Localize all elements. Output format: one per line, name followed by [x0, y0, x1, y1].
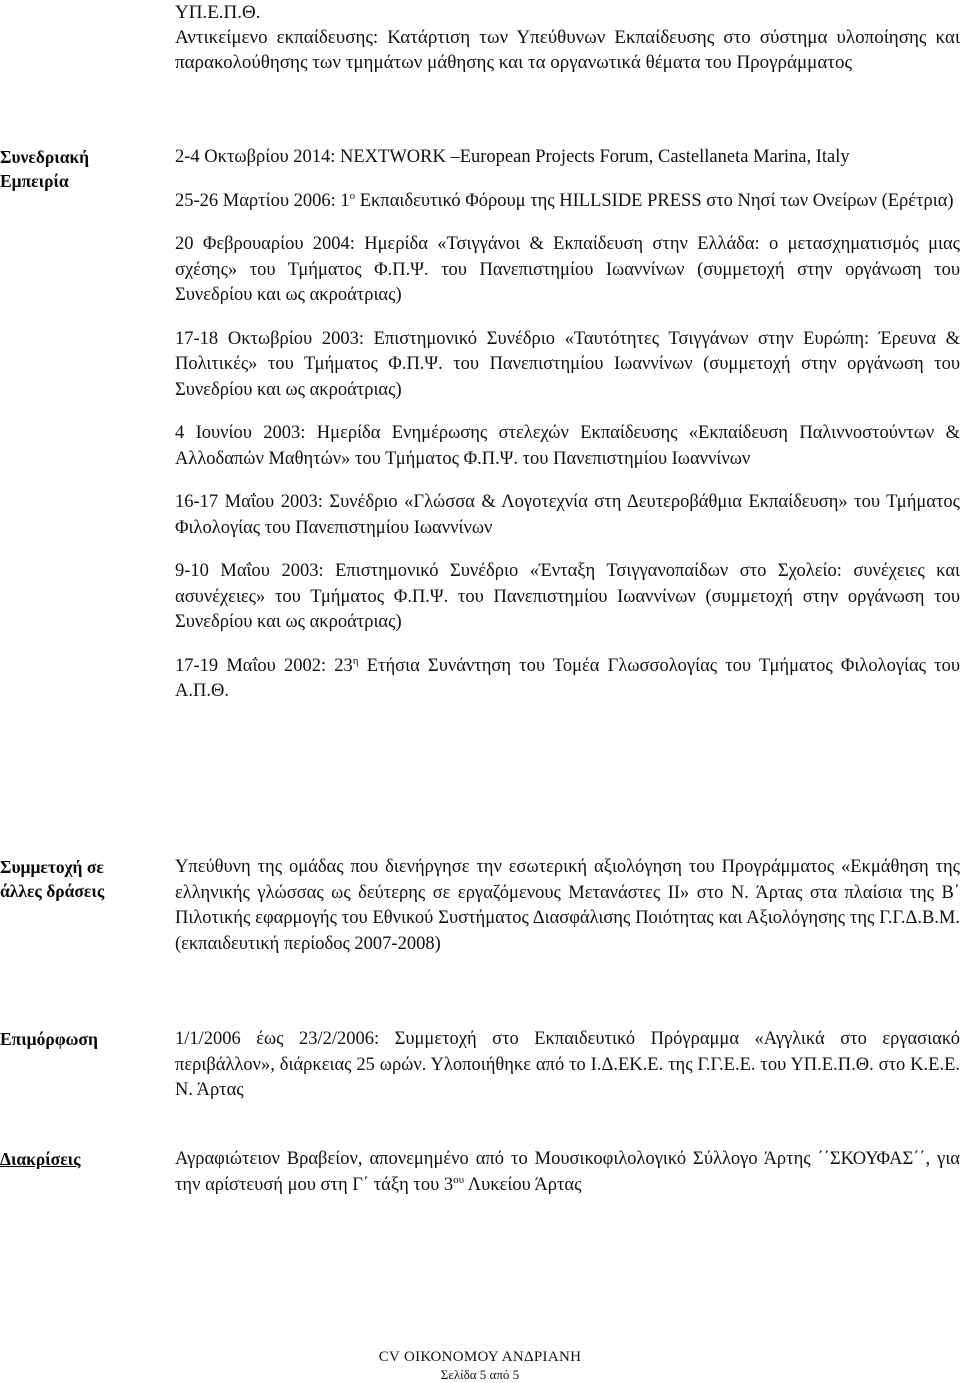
intro-block	[175, 0, 960, 75]
conference-entries	[175, 145, 960, 705]
conference-entry: 4 Ιουνίου 2003: Ημερίδα Ενημέρωσης στελεχών Εκπαίδευσης «Εκπαίδευση Παλιννοστούντων & Αλλοδαπών Μαθητών» του Τμήματος Φ.Π.Ψ. του Πανεπιστημίου Ιωαννίνων	[175, 423, 960, 469]
training-text: 1/1/2006 έως 23/2/2006: Συμμετοχή στο Εκπαιδευτικό Πρόγραμμα «Αγγλικά στο εργασιακό περιβάλλον», διάρκειας 25 ωρών. Υλοποιήθηκε από το Ι.Δ.ΕΚ.Ε. της Γ.Γ.Ε.Ε. του ΥΠ.Ε.Π.Θ. στο Κ.Ε.Ε. Ν. Άρτας	[175, 1029, 960, 1100]
footer-title: CV ΟΙΚΟΝΟΜΟΥ ΑΝΔΡΙΑΝΗ	[378, 1349, 582, 1365]
intro-subject: Αντικείμενο εκπαίδευσης: Κατάρτιση των Υπεύθυνων Εκπαίδευσης στο σύστημα υλοποίησης και παρακολούθησης των τμημάτων μάθησης και τα οργανωτικά θέματα του Προγράμματος	[175, 27, 960, 73]
section-label-training: Επιμόρφωση	[0, 1029, 98, 1049]
other-text: Υπεύθυνη της ομάδας που διενήργησε την εσωτερική αξιολόγηση του Προγράμματος «Εκμάθηση της ελληνικής γλώσσας ως δεύτερης σε εργαζόμενους Μετανάστες ΙΙ» στο Ν. Άρτας στα πλαίσια της Β΄ Πιλοτικής εφαρμογής του Εθνικού Συστήματος Διασφάλισης Ποιότητας και Αξιολόγησης της Γ.Γ.Δ.Β.Μ. (εκπαιδευτική περίοδος 2007-2008)	[175, 857, 960, 954]
conference-entry: 17-18 Οκτωβρίου 2003: Επιστημονικό Συνέδριο «Ταυτότητες Τσιγγάνων στην Ευρώπη: Έρευνα & Πολιτικές» του Τμήματος Φ.Π.Ψ. του Πανεπιστημίου Ιωαννίνων (συμμετοχή στην οργάνωση του Συνεδρίου και ως ακροάτριας)	[175, 328, 960, 400]
conference-entry: 20 Φεβρουαρίου 2004: Ημερίδα «Τσιγγάνοι & Εκπαίδευση στην Ελλάδα: ο μετασχηματισμός μιας σχέσης» του Τμήματος Φ.Π.Ψ. του Πανεπιστημίου Ιωαννίνων (συμμετοχή στην οργάνωση του Συνεδρίου και ως ακροάτριας)	[175, 234, 960, 305]
section-label-conference: Συνεδριακή Εμπειρία	[0, 147, 90, 191]
awards-text: Αγραφιώτειον Βραβείον, απονεμημένο από το Μουσικοφιλολογικό Σύλλογο Άρτης ΄΄ΣΚΟΥΦΑΣ΄΄, για την αρίστευσή μου στη Γ΄ τάξη του $3^{o\upsilon}$ Λυκείου Άρτας	[175, 1149, 960, 1195]
conference-entry: 9-10 Μαΐου 2003: Επιστημονικό Συνέδριο «Ένταξη Τσιγγανοπαίδων στο Σχολείο: συνέχειες και ασυνέχειες» του Τμήματος Φ.Π.Ψ. του Πανεπιστημίου Ιωαννίνων (συμμετοχή στην οργάνωση του Συνεδρίου και ως ακροάτριας)	[175, 561, 960, 632]
footer-page-number: Σελίδα 5 από 5	[440, 1367, 520, 1382]
section-label-other: Συμμετοχή σε άλλες δράσεις	[0, 857, 105, 901]
conference-entry: 16-17 Μαΐου 2003: Συνέδριο «Γλώσσα & Λογοτεχνία στη Δευτεροβάθμια Εκπαίδευση» του Τμήματος Φιλολογίας του Πανεπιστημίου Ιωαννίνων	[175, 492, 960, 538]
conference-entry: 17-19 Μαΐου 2002: $23^\eta$ Ετήσια Συνάντηση του Τομέα Γλωσσολογίας του Τμήματος Φιλολογίας του Α.Π.Θ.	[175, 654, 960, 701]
section-label-awards: Διακρίσεις	[0, 1149, 81, 1169]
intro-organization: ΥΠ.Ε.Π.Θ.	[175, 2, 261, 23]
conference-entry: 2-4 Οκτωβρίου 2014: NEXTWORK –European Projects Forum, Castellaneta Marina, Italy	[175, 147, 850, 167]
conference-entry: 25-26 Μαρτίου 2006: $1^o$ Εκπαιδευτικό Φόρουμ της HILLSIDE PRESS στο Νησί των Ονείρων (Ερέτρια)	[175, 189, 954, 211]
